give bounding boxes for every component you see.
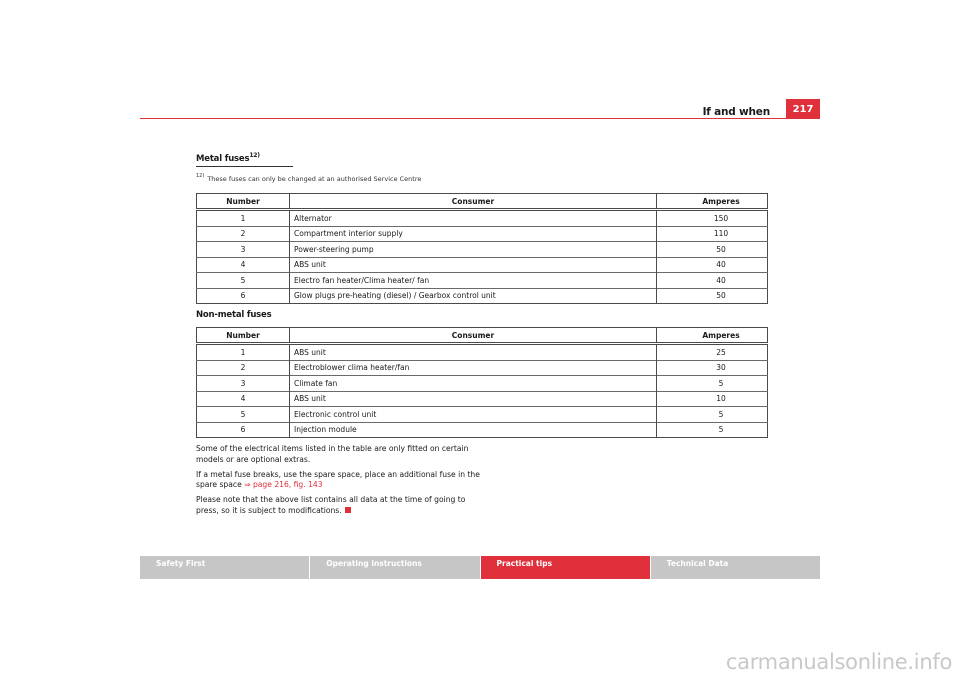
fuse-consumer: Glow plugs pre-heating (diesel) / Gearbox control unit [290, 288, 657, 304]
fuse-consumer: Power-steering pump [290, 242, 657, 258]
table-header-row [197, 194, 768, 210]
metal-fuses-heading: Metal fuses$^{12)}$ [196, 152, 260, 164]
fuse-consumer: ABS unit [290, 257, 657, 273]
column-header-consumer: Consumer [290, 194, 657, 210]
fuse-amperes: 25 [657, 344, 768, 361]
watermark: carmanualsonline.info [725, 650, 952, 674]
section-end-marker [345, 507, 351, 513]
table-row [197, 422, 768, 438]
fuse-amperes: 5 [657, 376, 768, 392]
footnote-divider [196, 166, 293, 167]
table-row [197, 257, 768, 273]
table-row [197, 226, 768, 242]
tab-safety-first[interactable]: Safety First [140, 556, 309, 579]
fuse-number: 4 [197, 391, 290, 407]
fuse-consumer: Alternator [290, 210, 657, 227]
fuse-consumer: Electroblower clima heater/fan [290, 360, 657, 376]
footer-nav [140, 556, 820, 579]
table-row [197, 242, 768, 258]
fuse-consumer: ABS unit [290, 391, 657, 407]
fuse-amperes: 5 [657, 422, 768, 438]
fuse-amperes: 50 [657, 242, 768, 258]
fuse-amperes: 50 [657, 288, 768, 304]
note-modifications: Please note that the above list contains all data at the time of going to press, so it is subject to modifications. [196, 495, 466, 515]
fuse-amperes: 150 [657, 210, 768, 227]
non-metal-fuses-heading: Non-metal fuses [196, 310, 272, 320]
page-number: 217 [786, 99, 820, 119]
note-spare-space: If a metal fuse breaks, use the spare space, place an additional fuse in the spare space ⇒ page 216, fig. 143 [196, 469, 480, 490]
column-header-amperes: Amperes [657, 328, 768, 344]
fuse-amperes: 10 [657, 391, 768, 407]
table-row [197, 344, 768, 361]
fuse-number: 1 [197, 344, 290, 361]
header-divider [140, 118, 820, 119]
fuse-number: 6 [197, 288, 290, 304]
tab-practical-tips[interactable]: Practical tips [481, 556, 650, 579]
fuse-number: 5 [197, 273, 290, 289]
footnote-marker: 12) [249, 152, 260, 159]
fuse-amperes: 40 [657, 273, 768, 289]
fuse-amperes: 5 [657, 407, 768, 423]
fuse-number: 3 [197, 376, 290, 392]
table-row [197, 288, 768, 304]
page-header-title: If and when [702, 106, 770, 118]
table-row [197, 407, 768, 423]
notes-text [196, 444, 486, 521]
fuse-number: 6 [197, 422, 290, 438]
column-header-number: Number [197, 328, 290, 344]
fuse-consumer: ABS unit [290, 344, 657, 361]
table-row [197, 210, 768, 227]
column-header-amperes: Amperes [657, 194, 768, 210]
fuse-consumer: Electro fan heater/Clima heater/ fan [290, 273, 657, 289]
fuse-amperes: 30 [657, 360, 768, 376]
non-metal-fuses-table [196, 327, 768, 438]
table-row [197, 391, 768, 407]
table-header-row [197, 328, 768, 344]
footnote: $^{12)}$ These fuses can only be changed at an authorised Service Centre [196, 173, 422, 183]
fuse-consumer: Climate fan [290, 376, 657, 392]
note-optional-extras: Some of the electrical items listed in the table are only fitted on certain models or are optional extras. [196, 444, 469, 464]
column-header-consumer: Consumer [290, 328, 657, 344]
fuse-number: 4 [197, 257, 290, 273]
table-row [197, 273, 768, 289]
fuse-amperes: 40 [657, 257, 768, 273]
metal-fuses-table [196, 193, 768, 304]
tab-technical-data[interactable]: Technical Data [651, 556, 820, 579]
column-header-number: Number [197, 194, 290, 210]
fuse-amperes: 110 [657, 226, 768, 242]
fuse-consumer: Electronic control unit [290, 407, 657, 423]
fuse-number: 1 [197, 210, 290, 227]
fuse-number: 2 [197, 226, 290, 242]
fuse-number: 3 [197, 242, 290, 258]
table-row [197, 376, 768, 392]
page-reference-link[interactable]: ⇒ page 216, fig. 143 [244, 480, 323, 490]
fuse-number: 5 [197, 407, 290, 423]
table-row [197, 360, 768, 376]
tab-operating-instructions[interactable]: Operating instructions [310, 556, 479, 579]
fuse-number: 2 [197, 360, 290, 376]
fuse-consumer: Injection module [290, 422, 657, 438]
fuse-consumer: Compartment interior supply [290, 226, 657, 242]
